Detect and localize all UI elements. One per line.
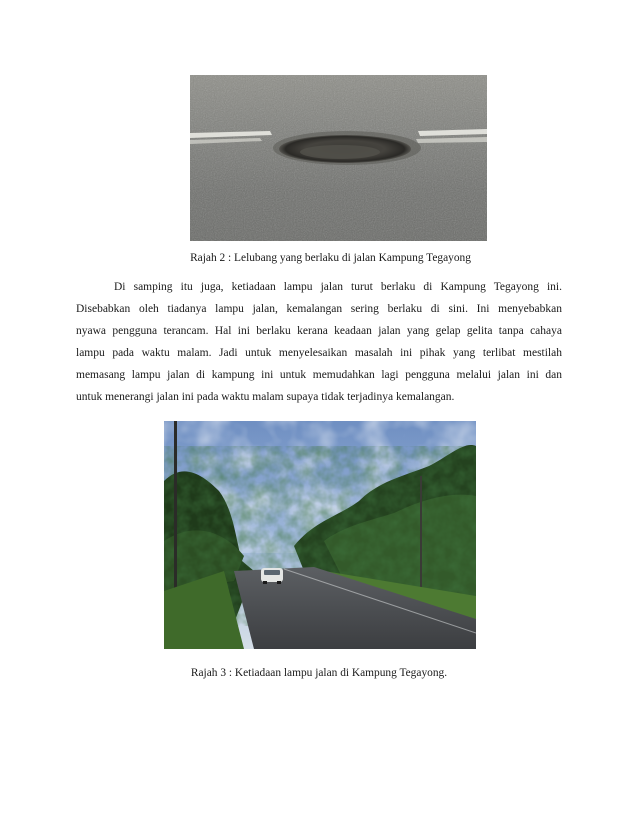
road-photo-graphic — [164, 421, 476, 649]
body-paragraph — [76, 276, 562, 409]
pothole-photo — [190, 75, 487, 241]
paragraph-line: Disebabkan oleh tiadanya lampu jalan, kemalangan sering berlaku di sini. Ini menyebabkan — [76, 303, 562, 316]
paragraph-line: nyawa pengguna terancam. Hal ini berlaku kerana keadaan jalan yang gelap gelita tanpa cahaya — [76, 325, 562, 338]
figure-2-caption: Rajah 2 : Lelubang yang berlaku di jalan Kampung Tegayong — [190, 252, 471, 264]
pothole-photo-graphic — [190, 75, 487, 241]
road-photo — [164, 421, 476, 649]
paragraph-line: lampu pada waktu malam. Jadi untuk menyelesaikan masalah ini pihak yang terlibat mestilah — [76, 347, 562, 360]
paragraph-line: Di samping itu juga, ketiadaan lampu jalan turut berlaku di Kampung Tegayong ini. — [114, 281, 562, 293]
figure-3-caption: Rajah 3 : Ketiadaan lampu jalan di Kampung Tegayong. — [190, 667, 448, 679]
paragraph-line: memasang lampu jalan di kampung ini untuk memudahkan lagi pengguna melalui jalan ini dan — [76, 369, 562, 382]
paragraph-line: untuk menerangi jalan ini pada waktu malam supaya tidak terjadinya kemalangan. — [76, 391, 455, 404]
